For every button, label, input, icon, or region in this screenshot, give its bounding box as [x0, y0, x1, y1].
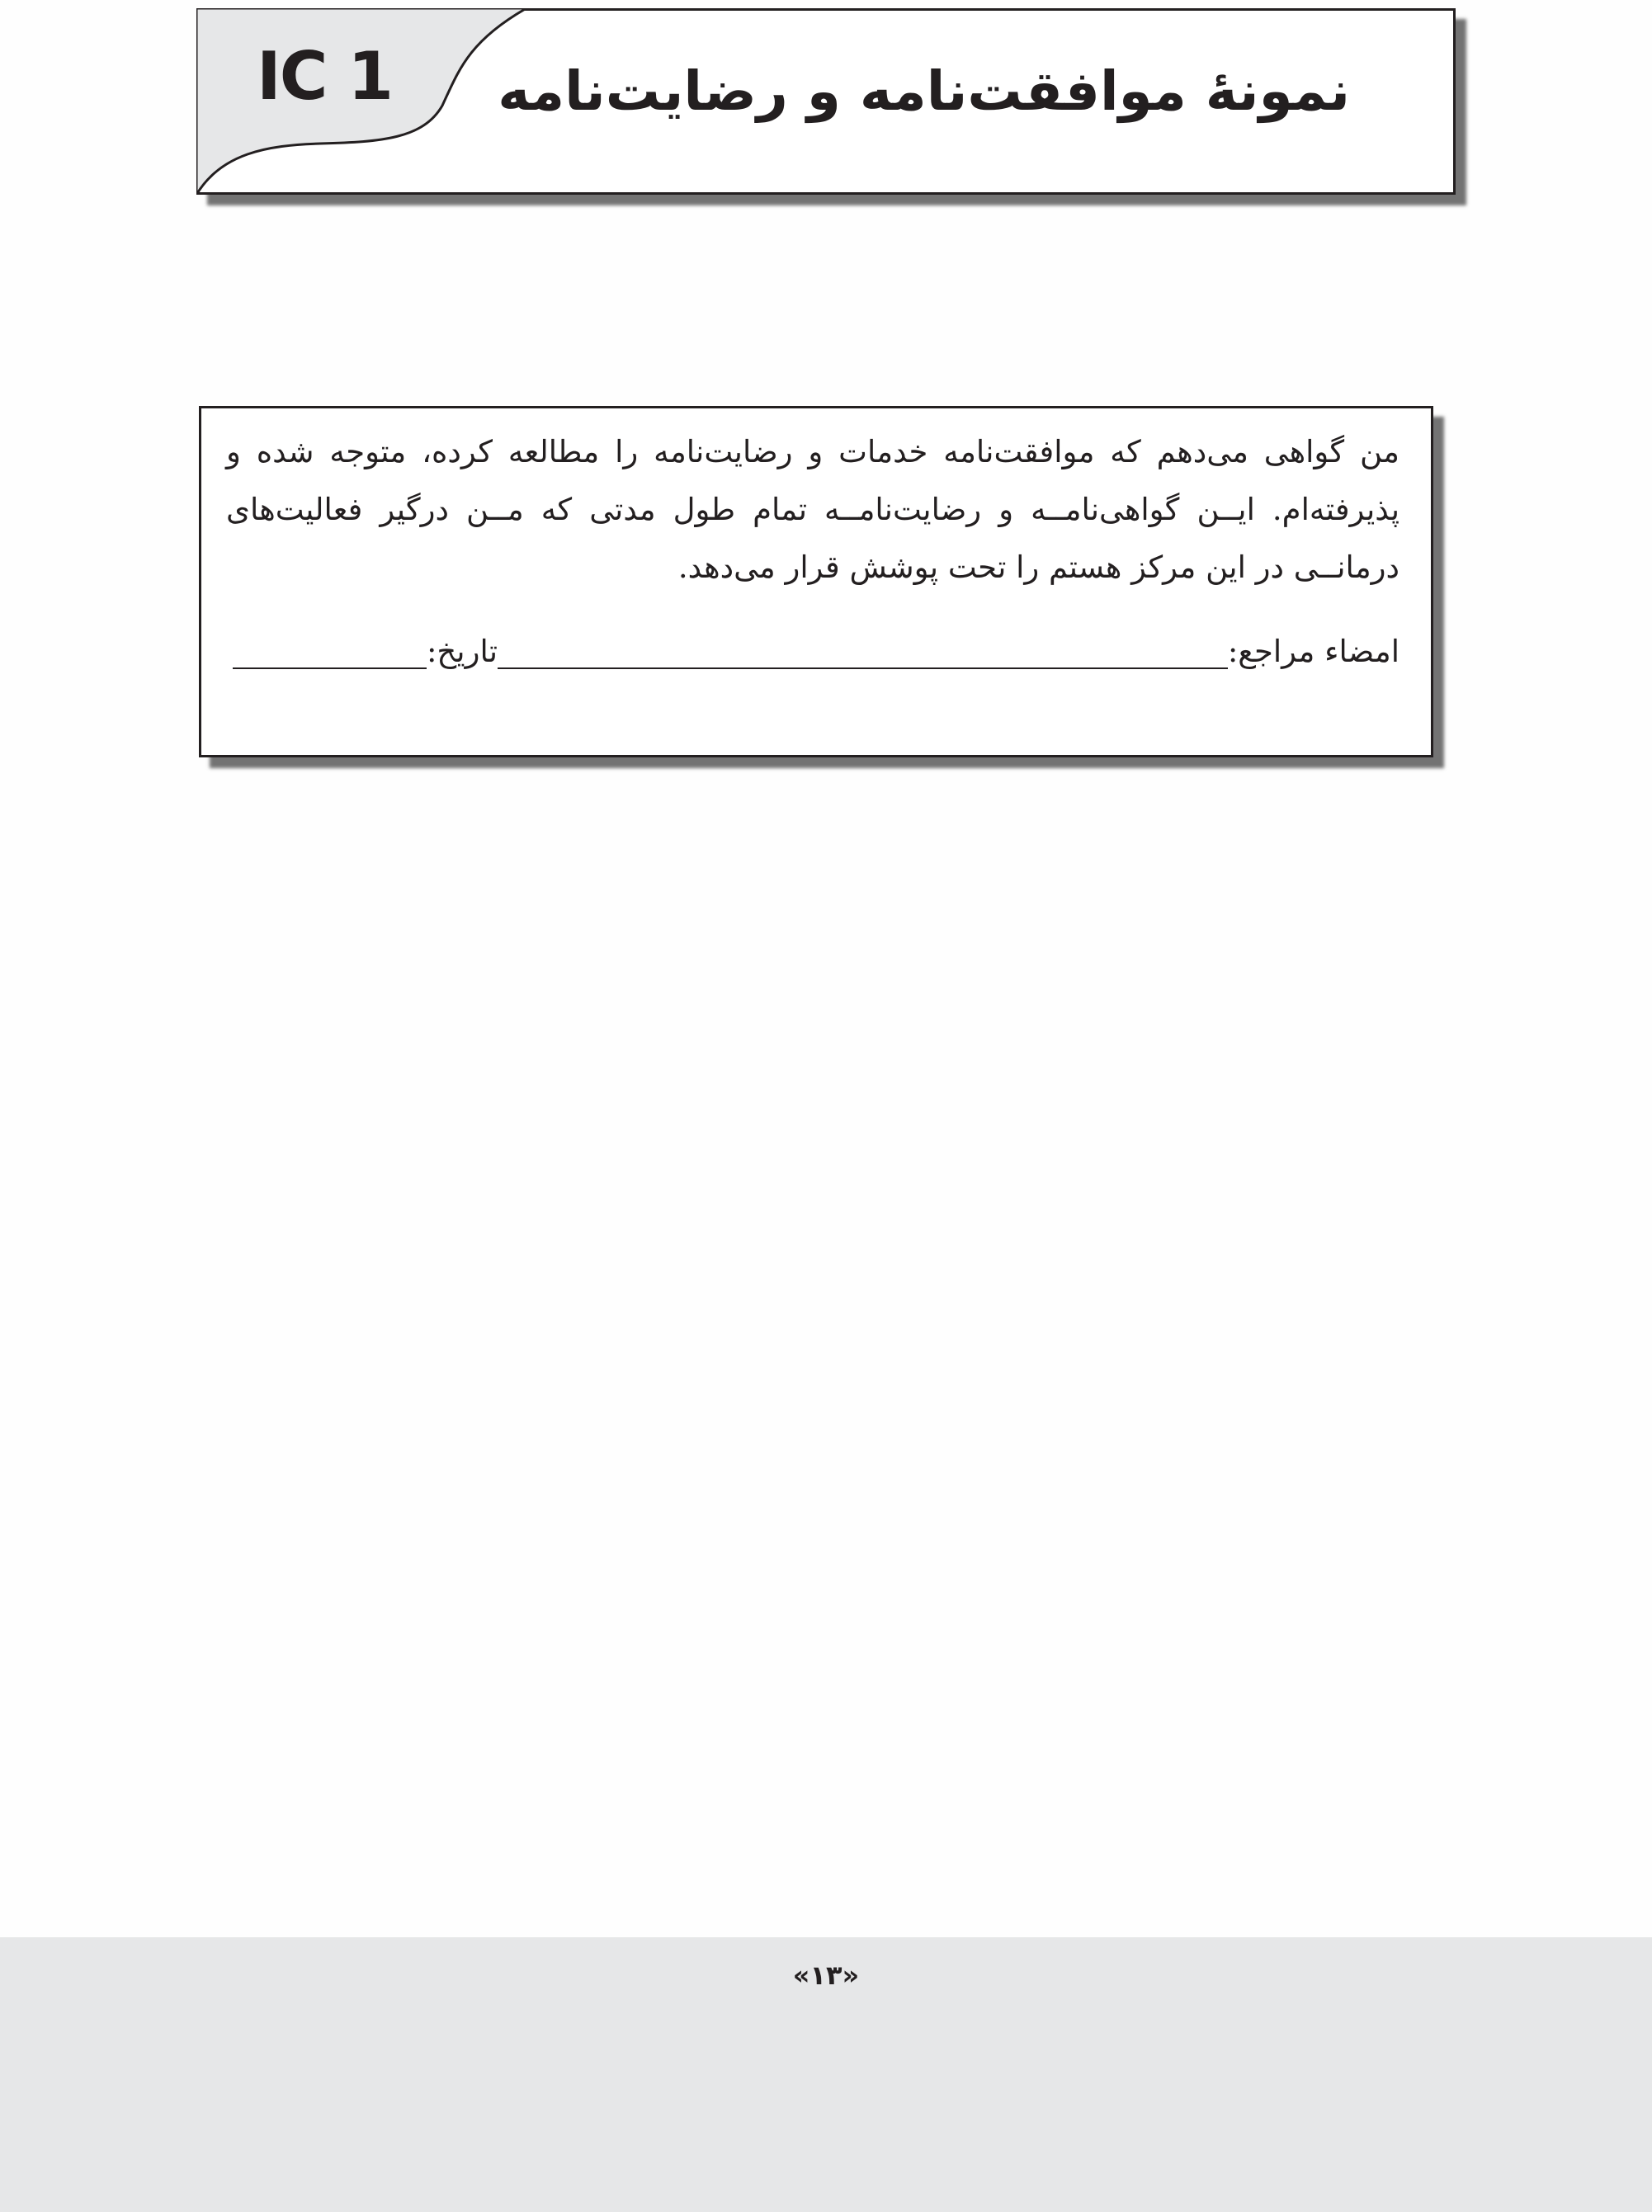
date-label: تاریخ: [426, 634, 498, 669]
date-field[interactable] [233, 626, 427, 669]
page-number: «۱۳» [792, 1960, 860, 1991]
section-code: IC 1 [257, 38, 392, 115]
signature-label: امضاء مراجع: [1227, 634, 1399, 669]
signature-row [233, 626, 1399, 669]
signature-field[interactable] [498, 626, 1228, 669]
page-title: نمونۀ موافقت‌نامه و رضایت‌نامه [498, 59, 1350, 123]
section-header [196, 8, 1456, 195]
consent-statement-box [199, 406, 1433, 757]
page-footer [0, 1937, 1652, 2212]
consent-statement-text: من گواهی می‌دهم که موافقت‌نامه خدمات و رضایت‌نامه را مطالعه کرده، متوجه شده و پذیرفته‌ام. ایــن گواهی‌نامــه و رضایت‌نامــه تمام طول مدتی که مــن درگیر فعالیت‌های درمانــی در این مرکز هستم را تحت پوشش قرار می‌دهد. [226, 434, 1399, 585]
